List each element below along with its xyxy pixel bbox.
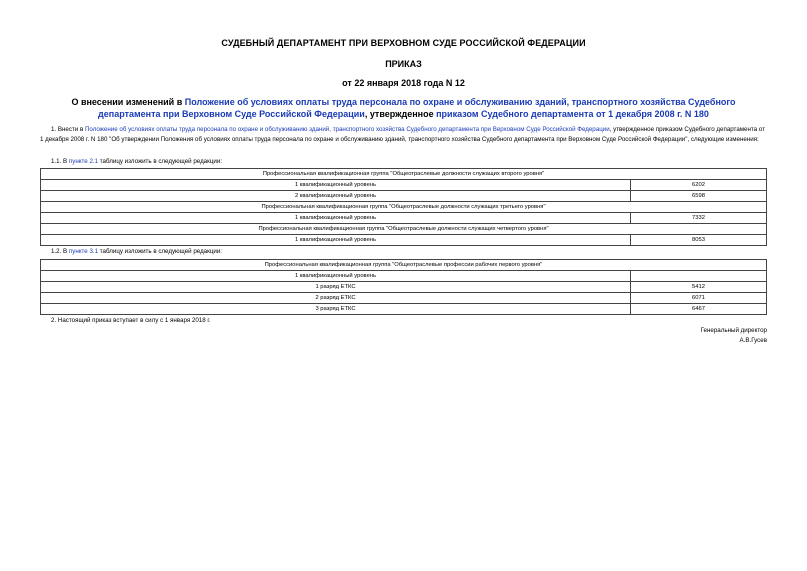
table-row xyxy=(41,224,767,235)
item-1-2-prefix: 1.2. В xyxy=(51,248,69,255)
grade-label: 1 разряд ЕТКС xyxy=(41,282,631,293)
table-row xyxy=(41,169,767,180)
org-title: СУДЕБНЫЙ ДЕПАРТАМЕНТ ПРИ ВЕРХОВНОМ СУДЕ РОССИЙСКОЙ ФЕДЕРАЦИИ xyxy=(221,38,586,48)
table-row xyxy=(41,271,767,282)
salary-value: 6202 xyxy=(631,180,767,191)
signatory-name: А.В.Гусев xyxy=(739,337,767,344)
heading-link-order[interactable]: приказом Судебного департамента от 1 декабря 2008 г. N 180 xyxy=(436,109,709,119)
group-header: Профессиональная квалификационная группа "Общеотраслевые профессии рабочих первого уровня" xyxy=(41,260,767,271)
item-1-1-suffix: таблицу изложить в следующей редакции: xyxy=(98,158,223,165)
level-label: 1 квалификационный уровень xyxy=(41,213,631,224)
item-1-prefix: 1. Внести в xyxy=(51,126,85,133)
doc-date: от 22 января 2018 года N 12 xyxy=(342,78,465,88)
item-1-2 xyxy=(40,247,767,257)
item-1-1-link[interactable]: пункте 2.1 xyxy=(68,158,99,165)
grade-label: 2 разряд ЕТКС xyxy=(41,293,631,304)
table-row xyxy=(41,202,767,213)
table-row xyxy=(41,235,767,246)
salary-value: 6467 xyxy=(631,304,767,315)
item-2: 2. Настоящий приказ вступает в силу с 1 января 2018 г. xyxy=(51,317,211,324)
salary-value: 8053 xyxy=(631,235,767,246)
grade-label: 3 разряд ЕТКС xyxy=(41,304,631,315)
table-row xyxy=(41,293,767,304)
item-1 xyxy=(40,125,767,144)
item-1-1-prefix: 1.1. В xyxy=(51,158,69,165)
item-1-2-link[interactable]: пункте 3.1 xyxy=(68,248,99,255)
table-row xyxy=(41,191,767,202)
salary-value: 6598 xyxy=(631,191,767,202)
item-1-2-suffix: таблицу изложить в следующей редакции: xyxy=(98,248,223,255)
heading-prefix: О внесении изменений в xyxy=(71,97,185,107)
signatory-position: Генеральный директор xyxy=(700,327,767,334)
group-header: Профессиональная квалификационная группа "Общеотраслевые должности служащих второго уровня" xyxy=(41,169,767,180)
level-label: 1 квалификационный уровень xyxy=(41,180,631,191)
item-1-suffix: , следующие изменения: xyxy=(687,135,759,143)
item-1-middle: , утвержденное приказом Судебного департамента от 1 декабря 2008 г. N 180 "Об утверждении Положения об условиях оплаты труда персонала по охране и обслуживанию зданий, транспортного хозяйства Судебного департамента при Верховном Суде Российской Федерации" xyxy=(40,126,765,143)
signature-block xyxy=(701,326,767,346)
table-row xyxy=(41,304,767,315)
group-header: Профессиональная квалификационная группа "Общеотраслевые должности служащих третьего уровня" xyxy=(41,202,767,213)
salary-value: 6071 xyxy=(631,293,767,304)
table-row xyxy=(41,282,767,293)
salary-value-empty xyxy=(631,271,767,282)
item-1-1 xyxy=(40,157,767,167)
table-row xyxy=(41,213,767,224)
doc-type: ПРИКАЗ xyxy=(385,59,422,69)
heading-middle: , утвержденное xyxy=(364,109,437,119)
salary-value: 5412 xyxy=(631,282,767,293)
heading-link-regulation[interactable]: Положение об условиях оплаты труда персонала по охране и обслуживанию зданий, транспортного хозяйства Судебного департамента при Верховном Суде Российской Федерации xyxy=(98,97,736,119)
doc-heading xyxy=(40,96,767,120)
salary-table-1 xyxy=(40,168,767,246)
salary-table-2 xyxy=(40,259,767,315)
group-header: Профессиональная квалификационная группа "Общеотраслевые должности служащих четвертого уровня" xyxy=(41,224,767,235)
level-label: 1 квалификационный уровень xyxy=(41,235,631,246)
level-label: 1 квалификационный уровень xyxy=(41,271,631,282)
salary-value: 7332 xyxy=(631,213,767,224)
level-label: 2 квалификационный уровень xyxy=(41,191,631,202)
table-row xyxy=(41,180,767,191)
table-row xyxy=(41,260,767,271)
item-1-link[interactable]: Положение об условиях оплаты труда персонала по охране и обслуживанию зданий, транспортного хозяйства Судебного департамента при Верховном Суде Российской Федерации xyxy=(84,126,610,133)
